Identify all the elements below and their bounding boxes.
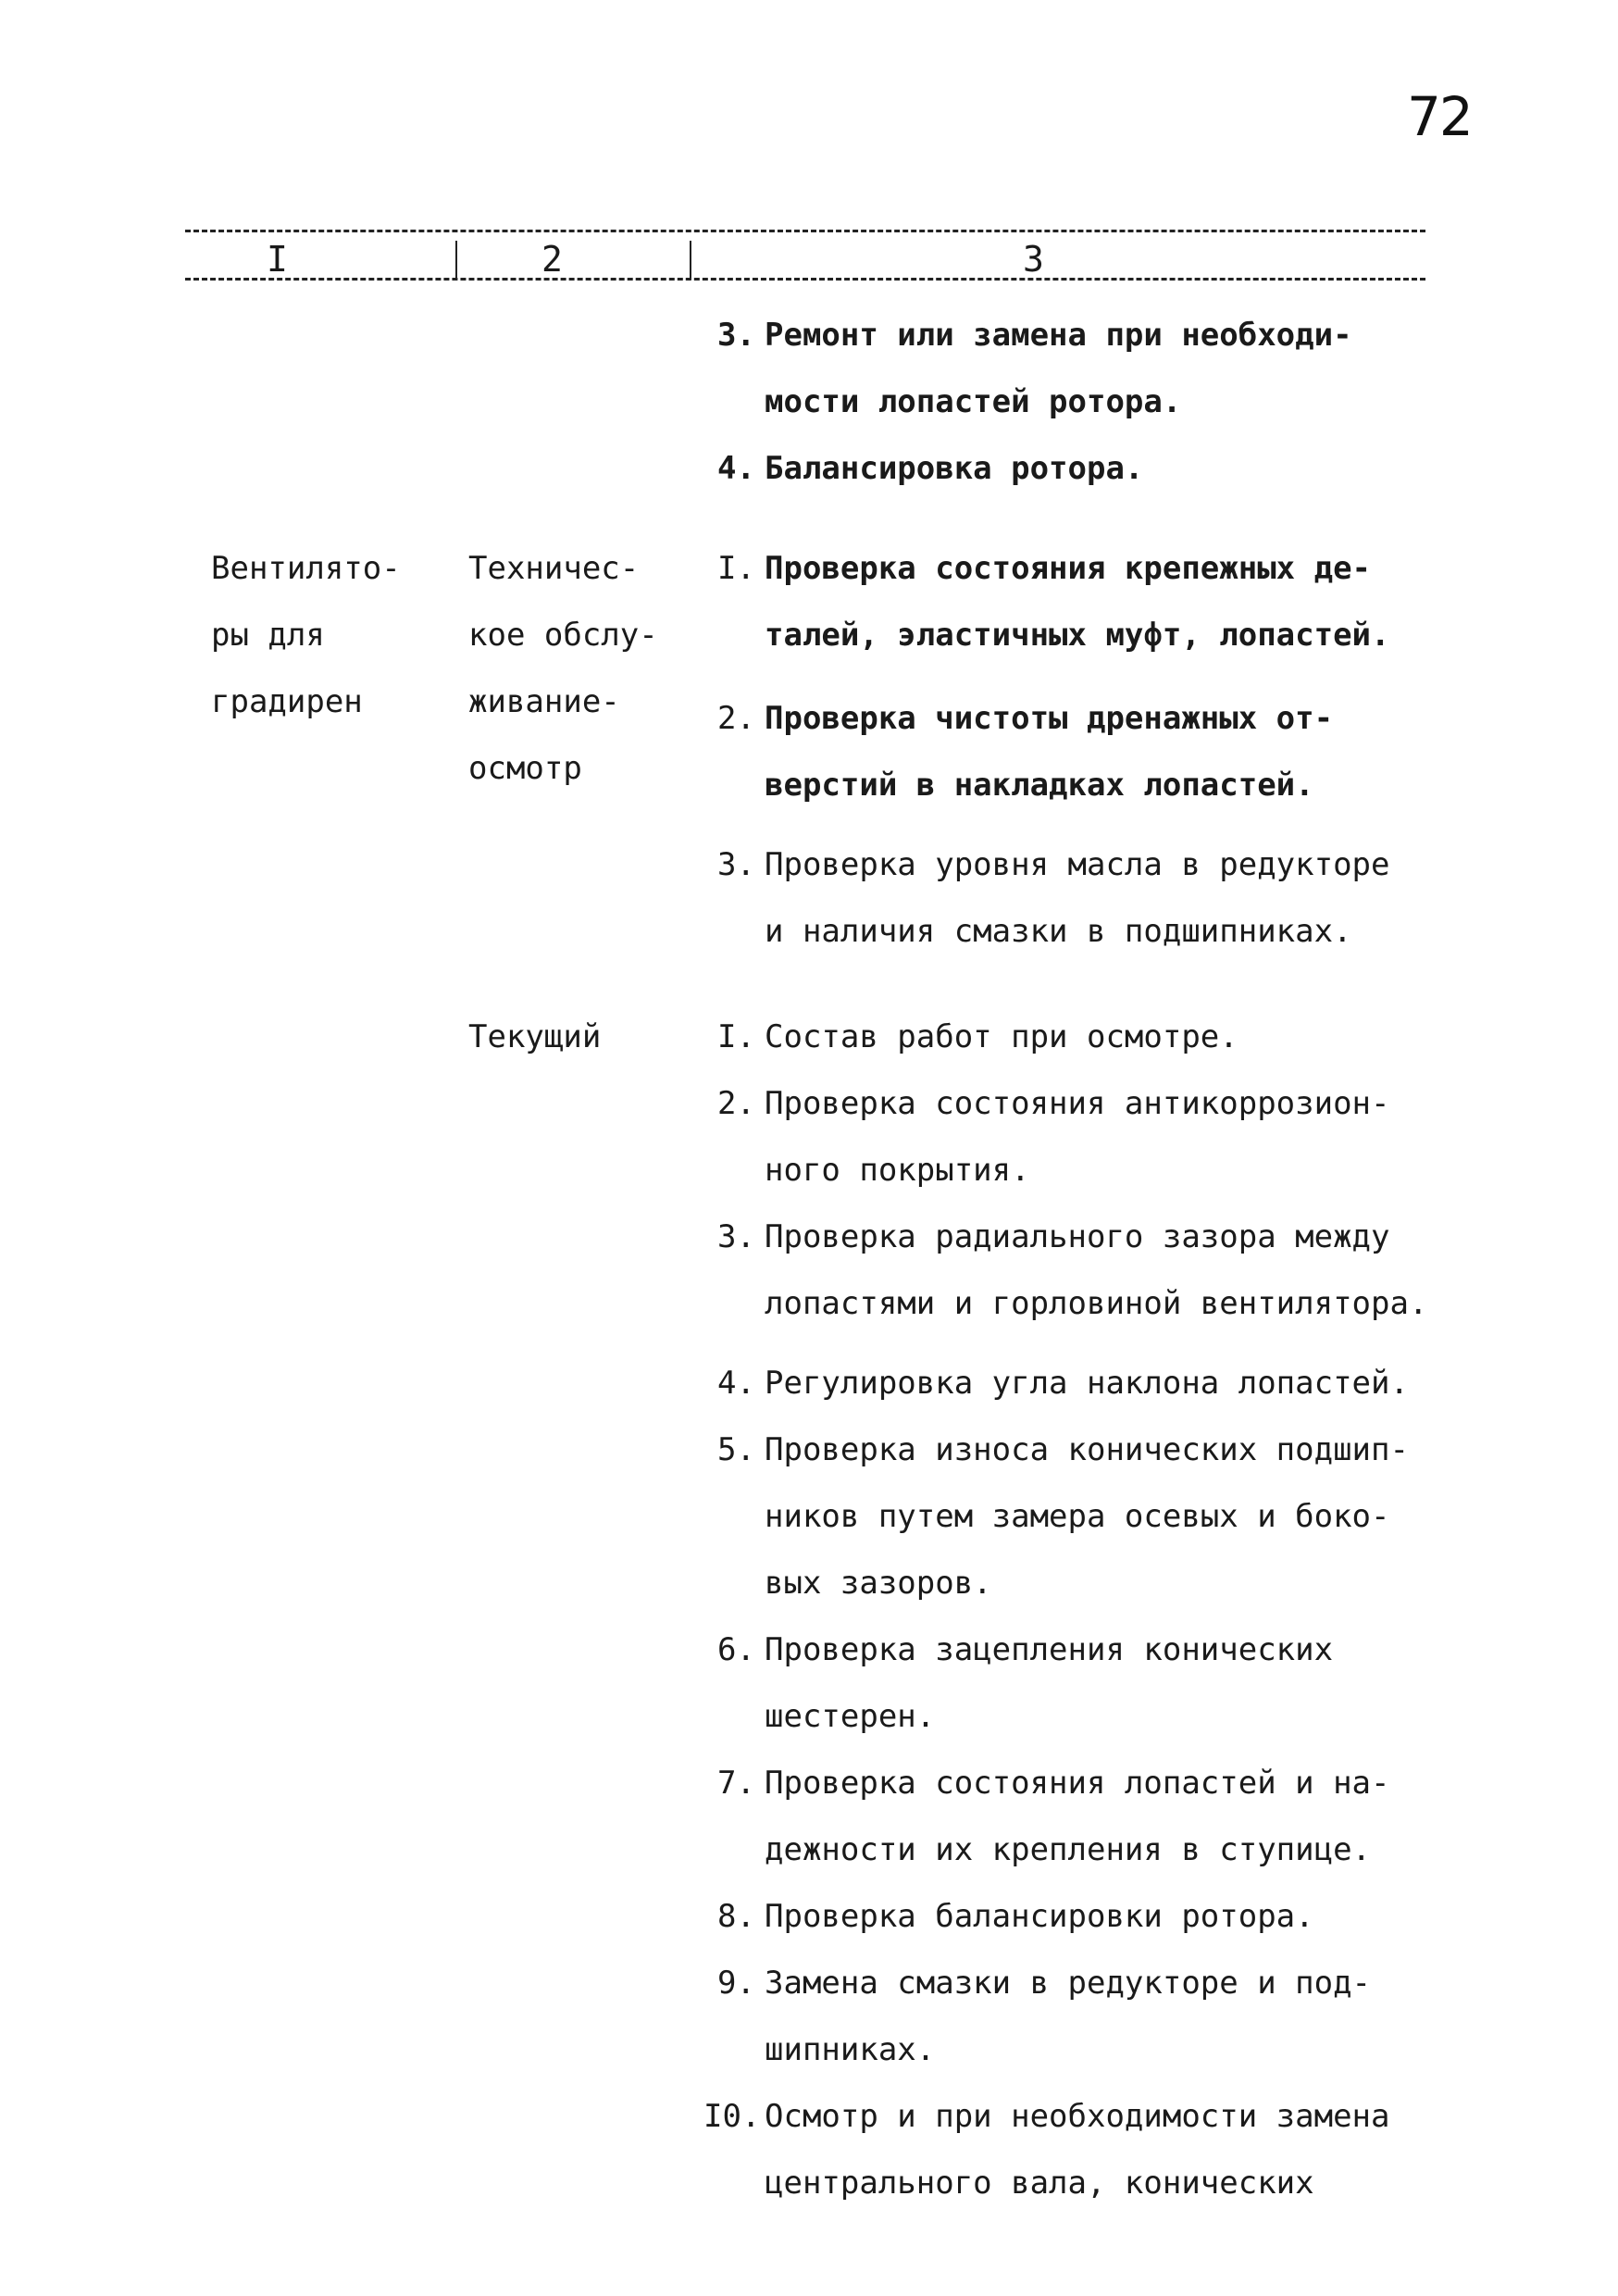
item-text: центрального вала, конических	[765, 2165, 1314, 2202]
item-number: 3.	[717, 317, 755, 354]
list-item	[703, 1070, 1537, 1204]
current-repair-list	[703, 1004, 1537, 2216]
current-repair-type-line: Текущий	[468, 1018, 602, 1055]
item-number: 2.	[717, 1085, 755, 1122]
header-col-2: 2	[541, 239, 563, 280]
item-text: Проверка радиального зазора между	[765, 1218, 1390, 1255]
item-text: Проверка уровня масла в редукторе	[765, 846, 1390, 883]
equipment-line: ры для	[211, 617, 325, 654]
maintenance-type-line: живание-	[468, 683, 620, 720]
header-bottom-rule	[185, 278, 1425, 281]
continuation-list	[703, 302, 1537, 502]
item-text: дежности их крепления в ступице.	[765, 1831, 1372, 1868]
list-item	[703, 1950, 1537, 2083]
list-item	[703, 1204, 1537, 1337]
maintenance-type-line: Техничес-	[468, 550, 640, 587]
maintenance-list	[703, 535, 1537, 965]
item-number: I0.	[703, 2098, 761, 2135]
list-item	[703, 1350, 1537, 1416]
item-number: 8.	[717, 1898, 755, 1935]
item-number: 3.	[717, 846, 755, 883]
list-item	[703, 1883, 1537, 1950]
list-item	[703, 1750, 1537, 1883]
item-number: I.	[717, 1018, 755, 1055]
equipment-line: Вентилято-	[211, 550, 401, 587]
item-text: Осмотр и при необходимости замена	[765, 2098, 1390, 2135]
item-text: ников путем замера осевых и боко-	[765, 1498, 1390, 1535]
item-text: шипниках.	[765, 2031, 936, 2068]
current-repair-type	[468, 1004, 601, 1070]
equipment-name	[211, 535, 401, 735]
item-text: талей, эластичных муфт, лопастей.	[765, 617, 1390, 654]
item-number: 2.	[717, 700, 755, 737]
header-separator-2	[690, 241, 691, 280]
item-number: 9.	[717, 1965, 755, 2002]
list-item	[703, 831, 1537, 965]
header-top-rule	[185, 230, 1425, 232]
header-col-1: I	[267, 239, 288, 280]
item-text: Регулировка угла наклона лопастей.	[765, 1365, 1409, 1402]
equipment-line: градирен	[211, 683, 363, 720]
item-text: Проверка состояния антикоррозион-	[765, 1085, 1390, 1122]
item-number: 7.	[717, 1765, 755, 1802]
item-text: Ремонт или замена при необходи-	[765, 317, 1352, 354]
header-separator-1	[455, 241, 457, 280]
item-number: 3.	[717, 1218, 755, 1255]
item-number: 4.	[717, 1365, 755, 1402]
item-text: мости лопастей ротора.	[765, 383, 1182, 420]
maintenance-type-line: осмотр	[468, 750, 582, 787]
header-col-3: 3	[1023, 239, 1044, 280]
item-number: 4.	[717, 450, 755, 487]
item-number: I.	[717, 550, 755, 587]
list-item	[703, 1004, 1537, 1070]
list-item	[703, 2083, 1537, 2216]
item-text: верстий в накладках лопастей.	[765, 767, 1314, 804]
list-item	[703, 535, 1537, 668]
item-text: шестерен.	[765, 1698, 936, 1735]
item-text: Проверка износа конических подшип-	[765, 1431, 1409, 1468]
list-item	[703, 302, 1537, 435]
item-text: Проверка балансировки ротора.	[765, 1898, 1314, 1935]
item-text: ного покрытия.	[765, 1152, 1030, 1189]
item-text: Проверка зацепления конических	[765, 1631, 1334, 1668]
maintenance-type-line: кое обслу-	[468, 617, 658, 654]
item-text: Проверка чистоты дренажных от-	[765, 700, 1334, 737]
item-text: Проверка состояния крепежных де-	[765, 550, 1372, 587]
item-number: 5.	[717, 1431, 755, 1468]
item-text: и наличия смазки в подшипниках.	[765, 913, 1352, 950]
list-item	[703, 435, 1537, 502]
item-text: Замена смазки в редукторе и под-	[765, 1965, 1372, 2002]
item-text: Балансировка ротора.	[765, 450, 1144, 487]
list-item	[703, 1416, 1537, 1616]
list-item	[703, 1616, 1537, 1750]
item-text: Состав работ при осмотре.	[765, 1018, 1238, 1055]
item-number: 6.	[717, 1631, 755, 1668]
page-number: 72	[1407, 85, 1472, 148]
maintenance-type	[468, 535, 658, 802]
list-item	[703, 685, 1537, 818]
table-header	[185, 222, 1425, 289]
item-text: вых зазоров.	[765, 1565, 992, 1602]
item-text: лопастями и горловиной вентилятора.	[765, 1285, 1428, 1322]
item-text: Проверка состояния лопастей и на-	[765, 1765, 1390, 1802]
